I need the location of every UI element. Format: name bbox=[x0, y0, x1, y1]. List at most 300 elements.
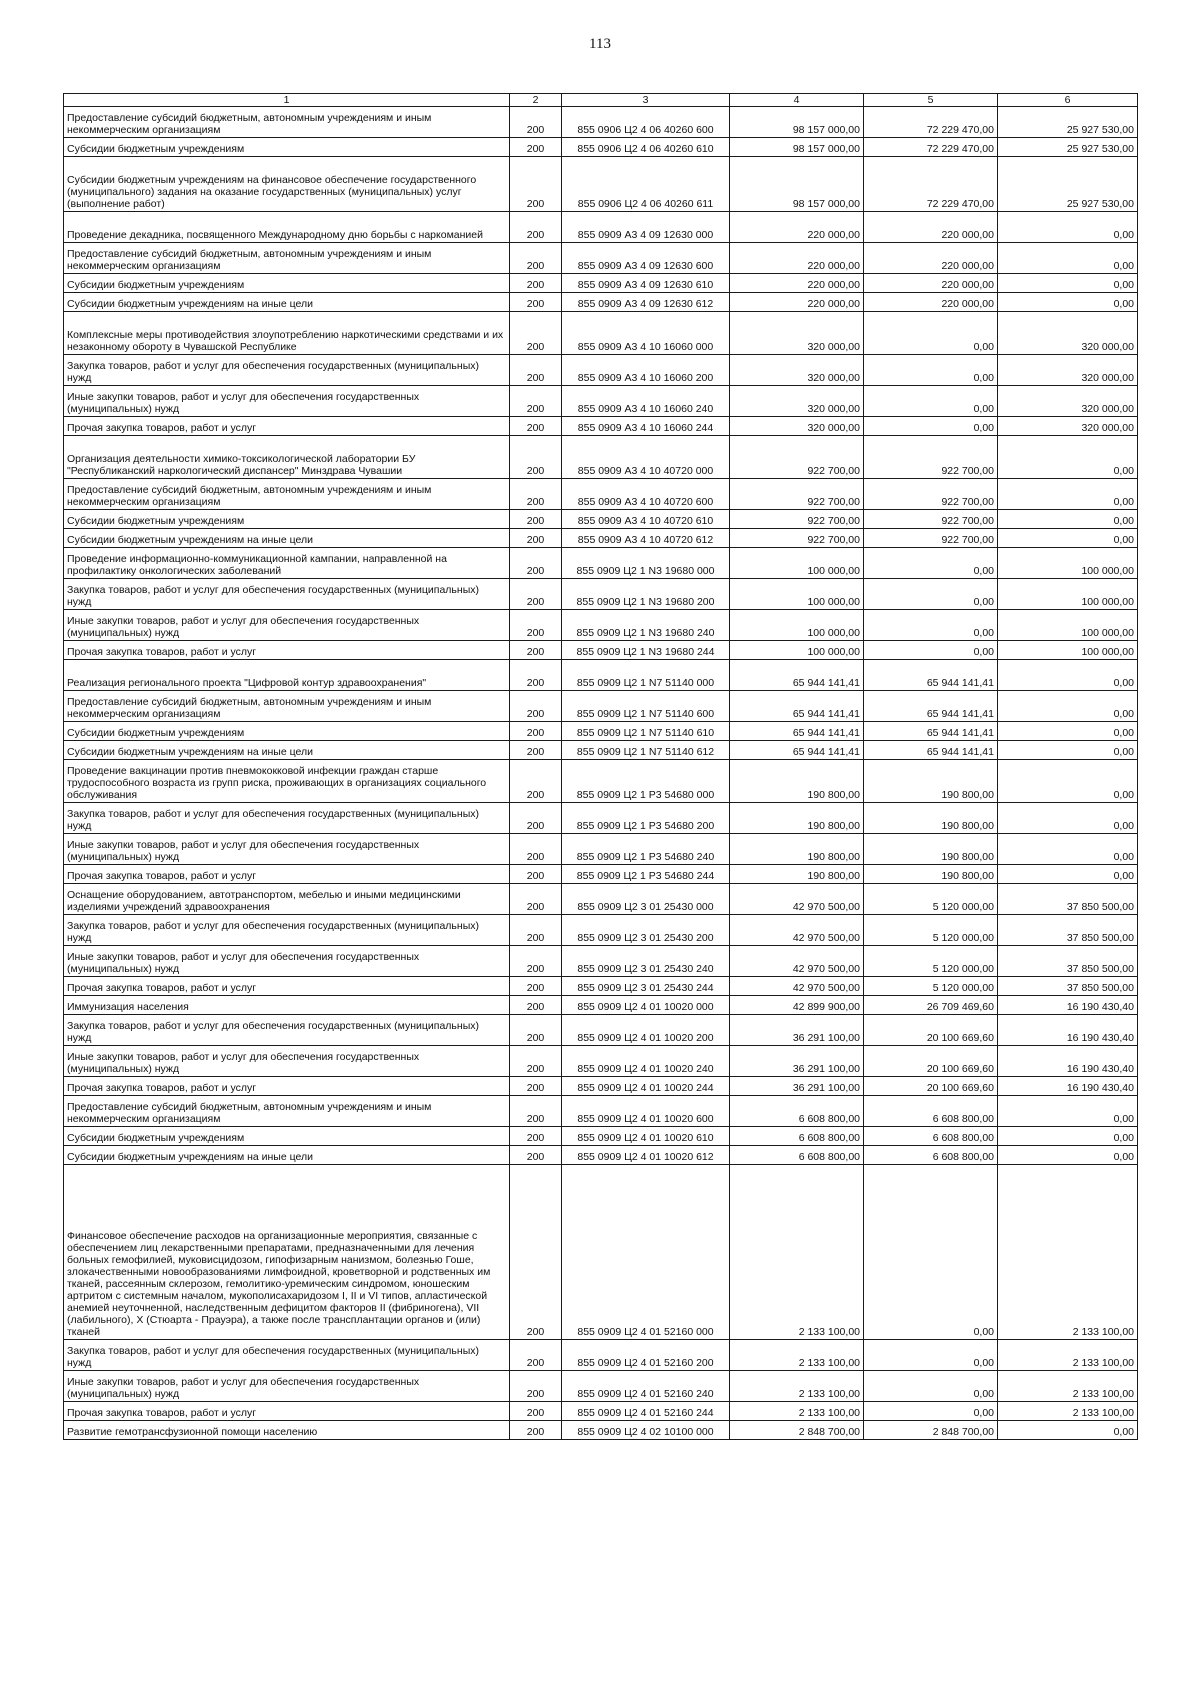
table-row bbox=[64, 436, 1138, 479]
row-kvr-cell: 200 bbox=[510, 1096, 562, 1127]
row-name-cell: Оснащение оборудованием, автотранспортом, мебелью и иными медицинскими изделиями учреждений здравоохранения bbox=[64, 884, 510, 915]
row-kvr-cell: 200 bbox=[510, 386, 562, 417]
row-name-cell: Иные закупки товаров, работ и услуг для обеспечения государственных (муниципальных) нужд bbox=[64, 1371, 510, 1402]
row-code-cell: 855 0909 Ц2 4 01 10020 600 bbox=[562, 1096, 730, 1127]
row-name-cell: Субсидии бюджетным учреждениям на иные цели bbox=[64, 1146, 510, 1165]
row-col6-cell: 2 133 100,00 bbox=[998, 1402, 1138, 1421]
row-name-cell: Комплексные меры противодействия злоупотреблению наркотическими средствами и их незаконному обороту в Чувашской Республике bbox=[64, 312, 510, 355]
table-row bbox=[64, 610, 1138, 641]
row-col6-cell: 0,00 bbox=[998, 436, 1138, 479]
row-col5-cell: 20 100 669,60 bbox=[864, 1015, 998, 1046]
row-col4-cell: 6 608 800,00 bbox=[730, 1127, 864, 1146]
row-col5-cell: 6 608 800,00 bbox=[864, 1146, 998, 1165]
row-col4-cell: 2 848 700,00 bbox=[730, 1421, 864, 1440]
row-code-cell: 855 0909 Ц2 1 N7 51140 600 bbox=[562, 691, 730, 722]
row-col5-cell: 0,00 bbox=[864, 641, 998, 660]
row-name-cell: Предоставление субсидий бюджетным, автономным учреждениям и иным некоммерческим организациям bbox=[64, 691, 510, 722]
row-col5-cell: 922 700,00 bbox=[864, 436, 998, 479]
row-col6-cell: 0,00 bbox=[998, 741, 1138, 760]
row-col4-cell: 36 291 100,00 bbox=[730, 1077, 864, 1096]
row-col5-cell: 2 848 700,00 bbox=[864, 1421, 998, 1440]
row-col5-cell: 220 000,00 bbox=[864, 243, 998, 274]
row-code-cell: 855 0909 Ц2 1 N3 19680 244 bbox=[562, 641, 730, 660]
row-col6-cell: 25 927 530,00 bbox=[998, 107, 1138, 138]
row-col6-cell: 25 927 530,00 bbox=[998, 138, 1138, 157]
row-code-cell: 855 0909 А3 4 10 40720 000 bbox=[562, 436, 730, 479]
row-kvr-cell: 200 bbox=[510, 355, 562, 386]
row-code-cell: 855 0909 Ц2 3 01 25430 200 bbox=[562, 915, 730, 946]
row-code-cell: 855 0909 А3 4 09 12630 612 bbox=[562, 293, 730, 312]
table-row bbox=[64, 479, 1138, 510]
row-col5-cell: 0,00 bbox=[864, 1402, 998, 1421]
row-col5-cell: 6 608 800,00 bbox=[864, 1096, 998, 1127]
table-row bbox=[64, 1015, 1138, 1046]
row-name-cell: Иные закупки товаров, работ и услуг для обеспечения государственных (муниципальных) нужд bbox=[64, 946, 510, 977]
row-col5-cell: 922 700,00 bbox=[864, 510, 998, 529]
row-col5-cell: 0,00 bbox=[864, 355, 998, 386]
row-code-cell: 855 0909 Ц2 1 N7 51140 612 bbox=[562, 741, 730, 760]
row-name-cell: Субсидии бюджетным учреждениям на иные цели bbox=[64, 741, 510, 760]
table-row bbox=[64, 946, 1138, 977]
row-code-cell: 855 0909 А3 4 10 16060 240 bbox=[562, 386, 730, 417]
row-kvr-cell: 200 bbox=[510, 803, 562, 834]
row-col6-cell: 320 000,00 bbox=[998, 312, 1138, 355]
row-col4-cell: 100 000,00 bbox=[730, 579, 864, 610]
row-name-cell: Субсидии бюджетным учреждениям bbox=[64, 510, 510, 529]
row-code-cell: 855 0909 А3 4 10 16060 244 bbox=[562, 417, 730, 436]
row-col4-cell: 190 800,00 bbox=[730, 865, 864, 884]
header-col-4: 4 bbox=[730, 94, 864, 107]
row-col4-cell: 100 000,00 bbox=[730, 610, 864, 641]
table-row bbox=[64, 691, 1138, 722]
row-kvr-cell: 200 bbox=[510, 996, 562, 1015]
row-col5-cell: 65 944 141,41 bbox=[864, 691, 998, 722]
row-col6-cell: 0,00 bbox=[998, 1127, 1138, 1146]
row-name-cell: Иные закупки товаров, работ и услуг для обеспечения государственных (муниципальных) нужд bbox=[64, 834, 510, 865]
row-name-cell: Организация деятельности химико-токсикологической лаборатории БУ "Республиканский наркологический диспансер" Минздрава Чувашии bbox=[64, 436, 510, 479]
table-row bbox=[64, 417, 1138, 436]
row-col6-cell: 25 927 530,00 bbox=[998, 157, 1138, 212]
table-body bbox=[64, 107, 1138, 1440]
row-name-cell: Проведение вакцинации против пневмококковой инфекции граждан старше трудоспособного возраста из групп риска, проживающих в организациях социального обслуживания bbox=[64, 760, 510, 803]
row-col4-cell: 922 700,00 bbox=[730, 436, 864, 479]
row-name-cell: Предоставление субсидий бюджетным, автономным учреждениям и иным некоммерческим организациям bbox=[64, 243, 510, 274]
row-name-cell: Предоставление субсидий бюджетным, автономным учреждениям и иным некоммерческим организациям bbox=[64, 1096, 510, 1127]
row-code-cell: 855 0909 Ц2 3 01 25430 240 bbox=[562, 946, 730, 977]
row-col6-cell: 37 850 500,00 bbox=[998, 977, 1138, 996]
table-row bbox=[64, 1046, 1138, 1077]
row-kvr-cell: 200 bbox=[510, 865, 562, 884]
row-kvr-cell: 200 bbox=[510, 529, 562, 548]
row-kvr-cell: 200 bbox=[510, 417, 562, 436]
table-row bbox=[64, 865, 1138, 884]
row-col6-cell: 37 850 500,00 bbox=[998, 946, 1138, 977]
header-col-5: 5 bbox=[864, 94, 998, 107]
row-name-cell: Субсидии бюджетным учреждениям bbox=[64, 1127, 510, 1146]
row-name-cell: Иммунизация населения bbox=[64, 996, 510, 1015]
row-kvr-cell: 200 bbox=[510, 1340, 562, 1371]
row-col6-cell: 0,00 bbox=[998, 1096, 1138, 1127]
table-row bbox=[64, 386, 1138, 417]
header-row bbox=[64, 94, 1138, 107]
table-row bbox=[64, 243, 1138, 274]
row-col4-cell: 6 608 800,00 bbox=[730, 1146, 864, 1165]
row-code-cell: 855 0909 А3 4 09 12630 600 bbox=[562, 243, 730, 274]
row-col5-cell: 190 800,00 bbox=[864, 834, 998, 865]
table-row bbox=[64, 274, 1138, 293]
row-name-cell: Субсидии бюджетным учреждениям на иные цели bbox=[64, 293, 510, 312]
row-col5-cell: 0,00 bbox=[864, 1340, 998, 1371]
table-row bbox=[64, 312, 1138, 355]
row-name-cell: Предоставление субсидий бюджетным, автономным учреждениям и иным некоммерческим организациям bbox=[64, 107, 510, 138]
row-code-cell: 855 0909 Ц2 4 02 10100 000 bbox=[562, 1421, 730, 1440]
row-col5-cell: 0,00 bbox=[864, 610, 998, 641]
row-code-cell: 855 0909 Ц2 1 N3 19680 000 bbox=[562, 548, 730, 579]
row-col4-cell: 65 944 141,41 bbox=[730, 722, 864, 741]
row-col5-cell: 5 120 000,00 bbox=[864, 977, 998, 996]
row-col6-cell: 0,00 bbox=[998, 1421, 1138, 1440]
row-code-cell: 855 0909 Ц2 4 01 52160 000 bbox=[562, 1165, 730, 1340]
budget-table bbox=[63, 93, 1138, 1440]
row-name-cell: Прочая закупка товаров, работ и услуг bbox=[64, 1402, 510, 1421]
table-row bbox=[64, 510, 1138, 529]
row-col6-cell: 37 850 500,00 bbox=[998, 884, 1138, 915]
row-col5-cell: 220 000,00 bbox=[864, 293, 998, 312]
row-code-cell: 855 0909 Ц2 1 N3 19680 240 bbox=[562, 610, 730, 641]
row-col4-cell: 220 000,00 bbox=[730, 212, 864, 243]
row-col5-cell: 0,00 bbox=[864, 579, 998, 610]
header-col-3: 3 bbox=[562, 94, 730, 107]
row-col4-cell: 98 157 000,00 bbox=[730, 107, 864, 138]
row-code-cell: 855 0909 Ц2 4 01 10020 244 bbox=[562, 1077, 730, 1096]
row-col5-cell: 922 700,00 bbox=[864, 529, 998, 548]
header-col-1: 1 bbox=[64, 94, 510, 107]
row-kvr-cell: 200 bbox=[510, 1077, 562, 1096]
row-col6-cell: 16 190 430,40 bbox=[998, 1046, 1138, 1077]
row-kvr-cell: 200 bbox=[510, 548, 562, 579]
row-col6-cell: 100 000,00 bbox=[998, 579, 1138, 610]
row-col4-cell: 100 000,00 bbox=[730, 641, 864, 660]
row-col5-cell: 20 100 669,60 bbox=[864, 1077, 998, 1096]
row-kvr-cell: 200 bbox=[510, 436, 562, 479]
row-kvr-cell: 200 bbox=[510, 977, 562, 996]
row-col5-cell: 72 229 470,00 bbox=[864, 157, 998, 212]
row-code-cell: 855 0909 А3 4 10 40720 612 bbox=[562, 529, 730, 548]
row-col6-cell: 2 133 100,00 bbox=[998, 1340, 1138, 1371]
table-row bbox=[64, 803, 1138, 834]
row-code-cell: 855 0909 А3 4 10 40720 600 bbox=[562, 479, 730, 510]
row-kvr-cell: 200 bbox=[510, 107, 562, 138]
row-col4-cell: 42 970 500,00 bbox=[730, 915, 864, 946]
row-col6-cell: 0,00 bbox=[998, 691, 1138, 722]
row-code-cell: 855 0909 А3 4 10 40720 610 bbox=[562, 510, 730, 529]
row-col4-cell: 922 700,00 bbox=[730, 479, 864, 510]
row-name-cell: Субсидии бюджетным учреждениям bbox=[64, 138, 510, 157]
row-kvr-cell: 200 bbox=[510, 1046, 562, 1077]
row-col4-cell: 922 700,00 bbox=[730, 510, 864, 529]
row-col5-cell: 220 000,00 bbox=[864, 212, 998, 243]
row-col6-cell: 0,00 bbox=[998, 1146, 1138, 1165]
row-name-cell: Закупка товаров, работ и услуг для обеспечения государственных (муниципальных) нужд bbox=[64, 803, 510, 834]
row-kvr-cell: 200 bbox=[510, 274, 562, 293]
row-col4-cell: 190 800,00 bbox=[730, 760, 864, 803]
row-col5-cell: 26 709 469,60 bbox=[864, 996, 998, 1015]
row-code-cell: 855 0909 Ц2 1 N7 51140 610 bbox=[562, 722, 730, 741]
row-col4-cell: 2 133 100,00 bbox=[730, 1402, 864, 1421]
table-row bbox=[64, 1340, 1138, 1371]
table-row bbox=[64, 138, 1138, 157]
row-kvr-cell: 200 bbox=[510, 660, 562, 691]
row-col6-cell: 320 000,00 bbox=[998, 386, 1138, 417]
table-row bbox=[64, 884, 1138, 915]
row-code-cell: 855 0909 Ц2 4 01 52160 240 bbox=[562, 1371, 730, 1402]
row-code-cell: 855 0909 А3 4 09 12630 610 bbox=[562, 274, 730, 293]
row-code-cell: 855 0909 Ц2 4 01 10020 000 bbox=[562, 996, 730, 1015]
table-row bbox=[64, 355, 1138, 386]
row-name-cell: Проведение декадника, посвященного Международному дню борьбы с наркоманией bbox=[64, 212, 510, 243]
row-col6-cell: 0,00 bbox=[998, 293, 1138, 312]
row-col6-cell: 0,00 bbox=[998, 803, 1138, 834]
row-col4-cell: 42 970 500,00 bbox=[730, 977, 864, 996]
row-col6-cell: 100 000,00 bbox=[998, 548, 1138, 579]
row-name-cell: Прочая закупка товаров, работ и услуг bbox=[64, 1077, 510, 1096]
table-row bbox=[64, 212, 1138, 243]
row-col4-cell: 220 000,00 bbox=[730, 274, 864, 293]
row-col5-cell: 0,00 bbox=[864, 312, 998, 355]
table-row bbox=[64, 1402, 1138, 1421]
table-row bbox=[64, 529, 1138, 548]
row-name-cell: Закупка товаров, работ и услуг для обеспечения государственных (муниципальных) нужд bbox=[64, 915, 510, 946]
row-code-cell: 855 0909 Ц2 1 P3 54680 244 bbox=[562, 865, 730, 884]
table-row bbox=[64, 660, 1138, 691]
row-kvr-cell: 200 bbox=[510, 138, 562, 157]
row-name-cell: Закупка товаров, работ и услуг для обеспечения государственных (муниципальных) нужд bbox=[64, 355, 510, 386]
row-col5-cell: 5 120 000,00 bbox=[864, 946, 998, 977]
row-col4-cell: 6 608 800,00 bbox=[730, 1096, 864, 1127]
row-col4-cell: 320 000,00 bbox=[730, 312, 864, 355]
row-kvr-cell: 200 bbox=[510, 722, 562, 741]
row-name-cell: Прочая закупка товаров, работ и услуг bbox=[64, 641, 510, 660]
row-col5-cell: 220 000,00 bbox=[864, 274, 998, 293]
row-col5-cell: 5 120 000,00 bbox=[864, 915, 998, 946]
row-col4-cell: 220 000,00 bbox=[730, 293, 864, 312]
row-col4-cell: 220 000,00 bbox=[730, 243, 864, 274]
row-kvr-cell: 200 bbox=[510, 760, 562, 803]
row-col6-cell: 16 190 430,40 bbox=[998, 1077, 1138, 1096]
row-col5-cell: 65 944 141,41 bbox=[864, 741, 998, 760]
row-name-cell: Развитие гемотрансфузионной помощи населению bbox=[64, 1421, 510, 1440]
row-kvr-cell: 200 bbox=[510, 1165, 562, 1340]
row-col6-cell: 16 190 430,40 bbox=[998, 1015, 1138, 1046]
row-col5-cell: 6 608 800,00 bbox=[864, 1127, 998, 1146]
row-col6-cell: 16 190 430,40 bbox=[998, 996, 1138, 1015]
table-row bbox=[64, 548, 1138, 579]
row-name-cell: Закупка товаров, работ и услуг для обеспечения государственных (муниципальных) нужд bbox=[64, 579, 510, 610]
row-col5-cell: 5 120 000,00 bbox=[864, 884, 998, 915]
table-row bbox=[64, 741, 1138, 760]
row-col6-cell: 0,00 bbox=[998, 243, 1138, 274]
row-col6-cell: 0,00 bbox=[998, 510, 1138, 529]
row-name-cell: Предоставление субсидий бюджетным, автономным учреждениям и иным некоммерческим организациям bbox=[64, 479, 510, 510]
row-kvr-cell: 200 bbox=[510, 610, 562, 641]
table-row bbox=[64, 579, 1138, 610]
row-col6-cell: 0,00 bbox=[998, 834, 1138, 865]
row-col5-cell: 922 700,00 bbox=[864, 479, 998, 510]
row-col6-cell: 0,00 bbox=[998, 865, 1138, 884]
row-col4-cell: 190 800,00 bbox=[730, 834, 864, 865]
row-col4-cell: 100 000,00 bbox=[730, 548, 864, 579]
row-kvr-cell: 200 bbox=[510, 1127, 562, 1146]
row-kvr-cell: 200 bbox=[510, 1146, 562, 1165]
row-col6-cell: 0,00 bbox=[998, 760, 1138, 803]
row-name-cell: Финансовое обеспечение расходов на организационные мероприятия, связанные с обеспечением лиц лекарственными препаратами, предназначенными для лечения больных гемофилией, муковисцидозом, гипофизарным нанизмом, болезнью Гоше, злокачественными новообразованиями лимфоидной, кроветворной и родственных им тканей, рассеянным склерозом, гемолитико-уремическим синдромом, юношеским артритом с системным началом, мукополисахаридозом I, II и VI типов, апластической анемией неуточненной, наследственным дефицитом факторов II (фибриногена), VII (лабильного), X (Стюарта - Прауэра), а также после трансплантации органов и (или) тканей bbox=[64, 1165, 510, 1340]
row-col5-cell: 20 100 669,60 bbox=[864, 1046, 998, 1077]
row-kvr-cell: 200 bbox=[510, 741, 562, 760]
header-col-6: 6 bbox=[998, 94, 1138, 107]
row-name-cell: Иные закупки товаров, работ и услуг для обеспечения государственных (муниципальных) нужд bbox=[64, 386, 510, 417]
row-kvr-cell: 200 bbox=[510, 293, 562, 312]
row-col5-cell: 72 229 470,00 bbox=[864, 138, 998, 157]
row-code-cell: 855 0909 Ц2 4 01 10020 200 bbox=[562, 1015, 730, 1046]
table-row bbox=[64, 915, 1138, 946]
row-kvr-cell: 200 bbox=[510, 510, 562, 529]
row-code-cell: 855 0909 Ц2 4 01 10020 610 bbox=[562, 1127, 730, 1146]
row-name-cell: Реализация регионального проекта "Цифровой контур здравоохранения" bbox=[64, 660, 510, 691]
row-name-cell: Прочая закупка товаров, работ и услуг bbox=[64, 977, 510, 996]
row-code-cell: 855 0906 Ц2 4 06 40260 611 bbox=[562, 157, 730, 212]
row-col6-cell: 0,00 bbox=[998, 479, 1138, 510]
row-kvr-cell: 200 bbox=[510, 834, 562, 865]
row-col5-cell: 0,00 bbox=[864, 1371, 998, 1402]
row-kvr-cell: 200 bbox=[510, 641, 562, 660]
row-col6-cell: 100 000,00 bbox=[998, 641, 1138, 660]
row-col4-cell: 190 800,00 bbox=[730, 803, 864, 834]
row-code-cell: 855 0909 Ц2 4 01 10020 612 bbox=[562, 1146, 730, 1165]
table-row bbox=[64, 1421, 1138, 1440]
row-col5-cell: 190 800,00 bbox=[864, 865, 998, 884]
row-kvr-cell: 200 bbox=[510, 1371, 562, 1402]
row-code-cell: 855 0909 Ц2 4 01 10020 240 bbox=[562, 1046, 730, 1077]
row-kvr-cell: 200 bbox=[510, 946, 562, 977]
row-code-cell: 855 0909 А3 4 09 12630 000 bbox=[562, 212, 730, 243]
row-col5-cell: 65 944 141,41 bbox=[864, 722, 998, 741]
row-kvr-cell: 200 bbox=[510, 579, 562, 610]
row-code-cell: 855 0909 Ц2 1 P3 54680 000 bbox=[562, 760, 730, 803]
row-name-cell: Иные закупки товаров, работ и услуг для обеспечения государственных (муниципальных) нужд bbox=[64, 610, 510, 641]
row-kvr-cell: 200 bbox=[510, 1421, 562, 1440]
table-row bbox=[64, 1077, 1138, 1096]
row-col4-cell: 65 944 141,41 bbox=[730, 691, 864, 722]
row-col6-cell: 100 000,00 bbox=[998, 610, 1138, 641]
row-col4-cell: 65 944 141,41 bbox=[730, 741, 864, 760]
table-row bbox=[64, 1146, 1138, 1165]
row-code-cell: 855 0909 А3 4 10 16060 200 bbox=[562, 355, 730, 386]
row-code-cell: 855 0909 Ц2 4 01 52160 200 bbox=[562, 1340, 730, 1371]
row-name-cell: Закупка товаров, работ и услуг для обеспечения государственных (муниципальных) нужд bbox=[64, 1340, 510, 1371]
row-col4-cell: 2 133 100,00 bbox=[730, 1371, 864, 1402]
row-col5-cell: 190 800,00 bbox=[864, 760, 998, 803]
row-col4-cell: 42 970 500,00 bbox=[730, 946, 864, 977]
row-col5-cell: 65 944 141,41 bbox=[864, 660, 998, 691]
row-col4-cell: 98 157 000,00 bbox=[730, 138, 864, 157]
table-row bbox=[64, 1371, 1138, 1402]
row-name-cell: Субсидии бюджетным учреждениям bbox=[64, 722, 510, 741]
row-code-cell: 855 0909 Ц2 1 P3 54680 240 bbox=[562, 834, 730, 865]
row-name-cell: Закупка товаров, работ и услуг для обеспечения государственных (муниципальных) нужд bbox=[64, 1015, 510, 1046]
table-row bbox=[64, 107, 1138, 138]
row-col6-cell: 320 000,00 bbox=[998, 417, 1138, 436]
row-col4-cell: 320 000,00 bbox=[730, 386, 864, 417]
row-code-cell: 855 0909 Ц2 1 P3 54680 200 bbox=[562, 803, 730, 834]
row-name-cell: Иные закупки товаров, работ и услуг для обеспечения государственных (муниципальных) нужд bbox=[64, 1046, 510, 1077]
row-col6-cell: 2 133 100,00 bbox=[998, 1165, 1138, 1340]
row-kvr-cell: 200 bbox=[510, 312, 562, 355]
table-row bbox=[64, 760, 1138, 803]
row-col4-cell: 36 291 100,00 bbox=[730, 1015, 864, 1046]
row-code-cell: 855 0909 Ц2 3 01 25430 244 bbox=[562, 977, 730, 996]
table-row bbox=[64, 1096, 1138, 1127]
row-col5-cell: 0,00 bbox=[864, 417, 998, 436]
table-row bbox=[64, 641, 1138, 660]
row-col4-cell: 2 133 100,00 bbox=[730, 1165, 864, 1340]
row-kvr-cell: 200 bbox=[510, 1015, 562, 1046]
row-kvr-cell: 200 bbox=[510, 1402, 562, 1421]
row-col6-cell: 0,00 bbox=[998, 722, 1138, 741]
row-code-cell: 855 0906 Ц2 4 06 40260 610 bbox=[562, 138, 730, 157]
row-code-cell: 855 0909 Ц2 1 N7 51140 000 bbox=[562, 660, 730, 691]
table-row bbox=[64, 996, 1138, 1015]
row-col4-cell: 320 000,00 bbox=[730, 355, 864, 386]
row-col4-cell: 320 000,00 bbox=[730, 417, 864, 436]
row-code-cell: 855 0909 Ц2 3 01 25430 000 bbox=[562, 884, 730, 915]
row-kvr-cell: 200 bbox=[510, 915, 562, 946]
row-col4-cell: 42 899 900,00 bbox=[730, 996, 864, 1015]
row-name-cell: Прочая закупка товаров, работ и услуг bbox=[64, 865, 510, 884]
row-col6-cell: 0,00 bbox=[998, 660, 1138, 691]
table-row bbox=[64, 977, 1138, 996]
row-col4-cell: 922 700,00 bbox=[730, 529, 864, 548]
row-code-cell: 855 0906 Ц2 4 06 40260 600 bbox=[562, 107, 730, 138]
row-col5-cell: 72 229 470,00 bbox=[864, 107, 998, 138]
row-col5-cell: 0,00 bbox=[864, 548, 998, 579]
page-number: 113 bbox=[589, 36, 611, 52]
header-col-2: 2 bbox=[510, 94, 562, 107]
row-code-cell: 855 0909 Ц2 1 N3 19680 200 bbox=[562, 579, 730, 610]
table-row bbox=[64, 1127, 1138, 1146]
row-code-cell: 855 0909 А3 4 10 16060 000 bbox=[562, 312, 730, 355]
row-col5-cell: 0,00 bbox=[864, 1165, 998, 1340]
row-kvr-cell: 200 bbox=[510, 212, 562, 243]
table-row bbox=[64, 834, 1138, 865]
row-col4-cell: 65 944 141,41 bbox=[730, 660, 864, 691]
row-name-cell: Субсидии бюджетным учреждениям bbox=[64, 274, 510, 293]
table-row bbox=[64, 157, 1138, 212]
row-col6-cell: 37 850 500,00 bbox=[998, 915, 1138, 946]
row-col6-cell: 0,00 bbox=[998, 529, 1138, 548]
row-col5-cell: 190 800,00 bbox=[864, 803, 998, 834]
row-col4-cell: 98 157 000,00 bbox=[730, 157, 864, 212]
row-col6-cell: 0,00 bbox=[998, 274, 1138, 293]
row-kvr-cell: 200 bbox=[510, 157, 562, 212]
row-col4-cell: 2 133 100,00 bbox=[730, 1340, 864, 1371]
row-col4-cell: 42 970 500,00 bbox=[730, 884, 864, 915]
row-code-cell: 855 0909 Ц2 4 01 52160 244 bbox=[562, 1402, 730, 1421]
row-col6-cell: 0,00 bbox=[998, 212, 1138, 243]
row-name-cell: Проведение информационно-коммуникационной кампании, направленной на профилактику онкологических заболеваний bbox=[64, 548, 510, 579]
row-col5-cell: 0,00 bbox=[864, 386, 998, 417]
row-kvr-cell: 200 bbox=[510, 691, 562, 722]
row-name-cell: Субсидии бюджетным учреждениям на иные цели bbox=[64, 529, 510, 548]
